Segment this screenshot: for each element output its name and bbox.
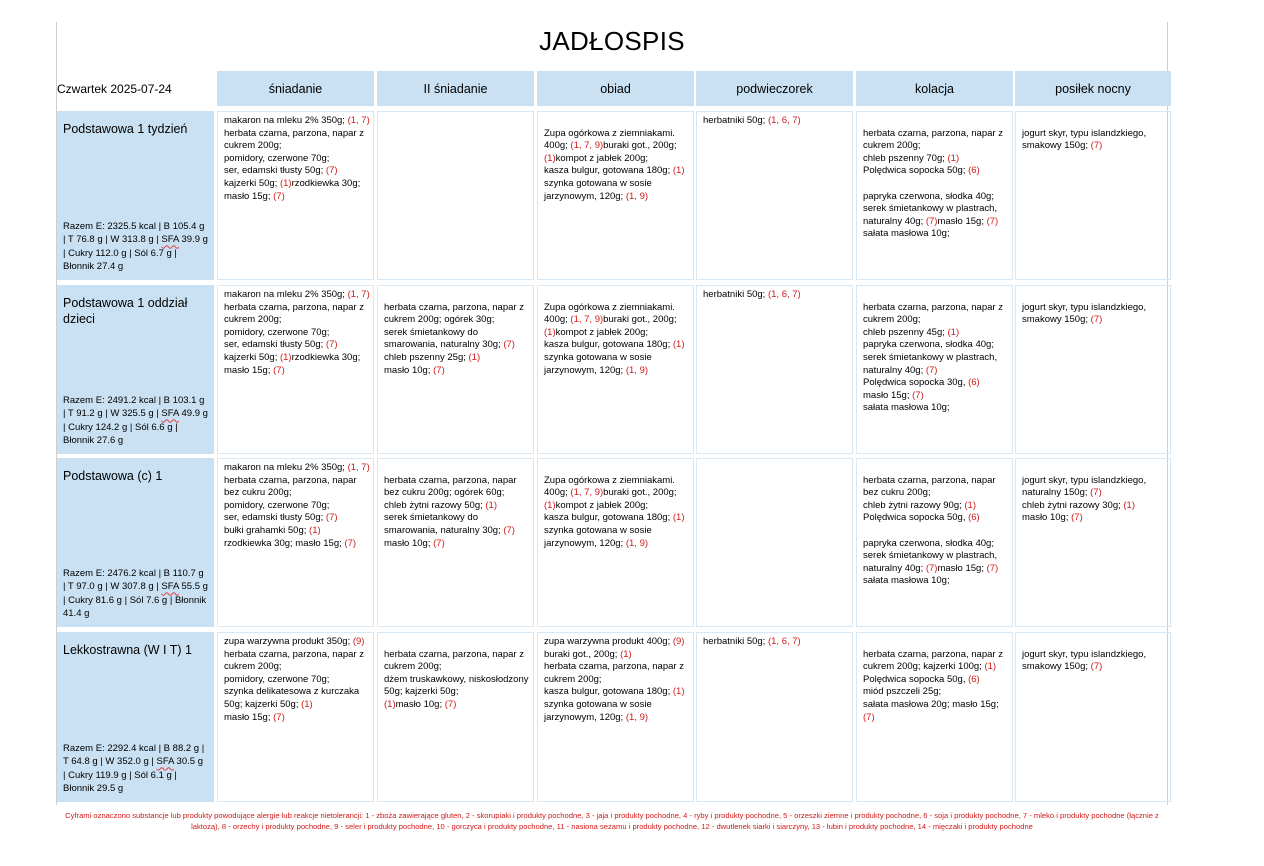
allergen-code: (7) (1090, 314, 1103, 326)
meal-items: jogurt skyr, typu islandzkiego, naturalny 150g; (7) chleb żytni razowy 30g; (1) masło 10g; (7) (1022, 474, 1147, 524)
meal-items: herbatniki 50g; (1, 6, 7) (703, 289, 801, 300)
meal-header: II śniadanie (377, 71, 534, 106)
allergen-legend: Cyframi oznaczono substancje lub produkty powodujące alergie lub reakcje nietolerancji: 1 - zboża zawierające gluten, 2 - skorupiaki i produkty pochodne, 3 - jaja i produkty pochodne, 4 - ryby i produkty pochodne, 5 - orzeszki ziemne i produkty pochodne, 6 - soja i produkty pochodne, 7 - mleko i produkty pochodne (łącznie z laktozą), 8 - orzechy i produkty pochodne, 9 - seler i produkty pochodne, 10 - gorczyca i produkty pochodne, 11 - nasiona sezamu i produkty pochodne, 12 - dwutlenek siarki i siarczyny, 13 - łubin i produkty pochodne, 14 - mięczaki i produkty pochodne (65, 811, 1159, 831)
allergen-code: (7) (925, 215, 938, 227)
allergen-code: (6) (968, 673, 980, 685)
meal-cell (696, 632, 853, 802)
allergen-code: (1) (672, 165, 685, 177)
meal-cell (1015, 632, 1171, 802)
meal-items: zupa warzywna produkt 400g; (9) buraki got., 200g; (1) herbata czarna, parzona, napar z cukrem 200g; kasza bulgur, gotowana 180g; (1) szynka gotowana w sosie jarzynowym, 120g; (1, 9) (544, 636, 685, 723)
diet-row-label (57, 285, 214, 454)
allergen-code: (1, 7, 9) (570, 314, 604, 326)
meal-items: zupa warzywna produkt 350g; (9) herbata czarna, parzona, napar z cukrem 200g; pomidory, czerwone 70g; szynka delikatesowa z kurczaka 50g; kajzerki 50g; (1) masło 15g; (7) (224, 636, 365, 723)
allergen-code: (1, 6, 7) (767, 636, 801, 647)
diet-name: Lekkostrawna (W I T) 1 (63, 643, 192, 657)
allergen-code: (7) (325, 339, 338, 351)
meal-cell (696, 458, 853, 627)
allergen-code: (1) (301, 698, 313, 710)
meal-cell (856, 285, 1013, 454)
meal-cell (1015, 111, 1171, 280)
allergen-code: (7) (503, 339, 515, 351)
allergen-code: (1) (672, 686, 685, 698)
allergen-code: (1, 7) (347, 289, 370, 300)
meal-cell (537, 458, 694, 627)
allergen-code: (7) (925, 562, 938, 574)
allergen-code: (1) (672, 512, 685, 524)
allergen-code: (1) (620, 648, 632, 660)
meal-items: herbata czarna, parzona, napar bez cukru 200g; chleb żytni razowy 90g; (1) Polędwica sopocka 50g, (6) papryka czerwona, słodka 40g; serek śmietankowy w plastrach, naturalny 40g; (7)masło 15g; (7) sałata masłowa 10g; (863, 474, 999, 587)
allergen-code: (1) (1123, 499, 1136, 511)
meal-items: herbata czarna, parzona, napar bez cukru 200g; ogórek 60g; chleb żytni razowy 50g; (1) serek śmietankowy do smarowania, naturalny 30g; (7) masło 10g; (7) (384, 474, 517, 549)
allergen-code: (7) (912, 389, 924, 401)
meal-cell (1015, 458, 1171, 627)
meal-items: herbatniki 50g; (1, 6, 7) (703, 636, 801, 647)
allergen-code: (7) (503, 524, 515, 536)
meal-header: posiłek nocny (1015, 71, 1171, 106)
allergen-code: (7) (1090, 140, 1103, 152)
allergen-code: (7) (863, 711, 875, 723)
allergen-code: (1) (485, 499, 498, 511)
allergen-code: (7) (273, 190, 285, 202)
meal-cell (537, 285, 694, 454)
diet-row-label (57, 111, 214, 280)
allergen-code: (1) (544, 499, 556, 511)
meal-cell (1015, 285, 1171, 454)
allergen-code: (1) (279, 351, 292, 363)
allergen-code: (9) (352, 636, 365, 647)
meal-cell (217, 285, 374, 454)
allergen-code: (7) (344, 537, 357, 549)
allergen-code: (7) (433, 364, 445, 376)
allergen-code: (1, 7) (347, 115, 370, 126)
nutrition-summary: Razem E: 2325.5 kcal | B 105.4 g | T 76.8 g | W 313.8 g | SFA 39.9 g | Cukry 112.0 g | Sól 6.7 g | Błonnik 27.4 g (63, 221, 208, 272)
meal-header: kolacja (856, 71, 1013, 106)
allergen-code: (1) (544, 326, 556, 338)
allergen-code: (1, 6, 7) (767, 115, 801, 126)
meal-cell (377, 632, 534, 802)
allergen-code: (1, 7) (347, 462, 370, 473)
page-title: JADŁOSPIS (539, 26, 685, 56)
allergen-code: (7) (925, 364, 938, 376)
allergen-code: (1) (544, 152, 556, 164)
meal-cell (217, 458, 374, 627)
meal-header: podwieczorek (696, 71, 853, 106)
meal-cell (537, 632, 694, 802)
allergen-code: (6) (968, 377, 980, 389)
meal-header: śniadanie (217, 71, 374, 106)
allergen-code: (7) (444, 698, 457, 710)
allergen-code: (7) (433, 537, 445, 549)
allergen-code: (7) (1090, 661, 1103, 673)
allergen-code: (1, 7, 9) (570, 140, 604, 152)
diet-name: Podstawowa 1 oddział dzieci (63, 296, 188, 326)
meal-items: makaron na mleku 2% 350g; (1, 7) herbata czarna, parzona, napar z cukrem 200g; pomidory, czerwone 70g; ser, edamski tłusty 50g; (7) kajzerki 50g; (1)rzodkiewka 30g; masło 15g; (7) (224, 289, 370, 376)
meal-items: herbata czarna, parzona, napar z cukrem 200g; ogórek 30g; serek śmietankowy do smarowania, naturalny 30g; (7) chleb pszenny 25g; (1) masło 10g; (7) (384, 301, 524, 376)
allergen-code: (1) (309, 524, 321, 536)
diet-name: Podstawowa 1 tydzień (63, 122, 188, 136)
meal-cell (377, 111, 534, 280)
allergen-code: (1) (279, 177, 292, 189)
allergen-code: (7) (986, 215, 999, 227)
allergen-code: (7) (325, 165, 338, 177)
meal-cell (856, 632, 1013, 802)
meal-cell (696, 111, 853, 280)
allergen-code: (7) (273, 711, 285, 723)
nutrition-summary: Razem E: 2476.2 kcal | B 110.7 g | T 97.0 g | W 307.8 g | SFA 55.5 g | Cukry 81.6 g | Sól 7.6 g | Błonnik 41.4 g (63, 568, 208, 619)
meal-header: obiad (537, 71, 694, 106)
allergen-code: (1) (384, 698, 396, 710)
meal-cell (696, 285, 853, 454)
allergen-code: (1, 6, 7) (767, 289, 801, 300)
allergen-code: (6) (968, 512, 980, 524)
meal-cell (217, 111, 374, 280)
meal-items: Zupa ogórkowa z ziemniakami. 400g; (1, 7, 9)buraki got., 200g; (1)kompot z jabłek 200g; kasza bulgur, gotowana 180g; (1) szynka gotowana w sosie jarzynowym, 120g; (1, 9) (544, 474, 685, 549)
allergen-code: (1, 9) (625, 364, 649, 376)
menu-date: Czwartek 2025-07-24 (57, 82, 172, 96)
meal-cell (856, 111, 1013, 280)
allergen-code: (1, 7, 9) (570, 487, 604, 499)
allergen-code: (1, 9) (625, 537, 649, 549)
meal-items: jogurt skyr, typu islandzkiego, smakowy 150g; (7) (1022, 301, 1147, 326)
meal-items: makaron na mleku 2% 350g; (1, 7) herbata czarna, parzona, napar z cukrem 200g; pomidory, czerwone 70g; ser, edamski tłusty 50g; (7) kajzerki 50g; (1)rzodkiewka 30g; masło 15g; (7) (224, 115, 370, 202)
nutrition-summary: Razem E: 2292.4 kcal | B 88.2 g | T 64.8 g | W 352.0 g | SFA 30.5 g | Cukry 119.9 g | Sól 6.1 g | Błonnik 29.5 g (63, 743, 205, 794)
allergen-code: (7) (1071, 512, 1083, 524)
allergen-code: (1) (672, 339, 685, 351)
meal-cell (217, 632, 374, 802)
meal-items: Zupa ogórkowa z ziemniakami. 400g; (1, 7, 9)buraki got., 200g; (1)kompot z jabłek 200g; kasza bulgur, gotowana 180g; (1) szynka gotowana w sosie jarzynowym, 120g; (1, 9) (544, 301, 685, 376)
meal-items: jogurt skyr, typu islandzkiego, smakowy 150g; (7) (1022, 648, 1147, 673)
meal-items: herbata czarna, parzona, napar z cukrem 200g; chleb pszenny 70g; (1) Polędwica sopocka 50g; (6) papryka czerwona, słodka 40g; serek śmietankowy w plastrach, naturalny 40g; (7)masło 15g; (7) sałata masłowa 10g; (863, 127, 1003, 240)
allergen-code: (1, 9) (625, 190, 649, 202)
diet-name: Podstawowa (c) 1 (63, 469, 163, 483)
allergen-code: (1) (468, 351, 481, 363)
meal-cell (377, 458, 534, 627)
meal-items: herbata czarna, parzona, napar z cukrem 200g; chleb pszenny 45g; (1) papryka czerwona, słodka 40g; serek śmietankowy w plastrach, naturalny 40g; (7) Polędwica sopocka 30g, (6) masło 15g; (7) sałata masłowa 10g; (863, 301, 1003, 414)
diet-row-label (57, 458, 214, 627)
allergen-code: (1) (984, 661, 997, 673)
allergen-code: (7) (325, 512, 338, 524)
meal-cell (377, 285, 534, 454)
meal-items: makaron na mleku 2% 350g; (1, 7) herbata czarna, parzona, napar bez cukru 200g; pomidory, czerwone 70g; ser, edamski tłusty 50g; (7) bułki grahamki 50g; (1) rzodkiewka 30g; masło 15g; (7) (224, 462, 370, 549)
allergen-code: (1) (947, 326, 960, 338)
allergen-code: (9) (672, 636, 685, 647)
meal-items: herbatniki 50g; (1, 6, 7) (703, 115, 801, 126)
allergen-code: (1) (947, 152, 960, 164)
allergen-code: (7) (986, 562, 999, 574)
allergen-code: (6) (968, 165, 980, 177)
allergen-code: (7) (273, 364, 285, 376)
meal-items: herbata czarna, parzona, napar z cukrem 200g; dżem truskawkowy, niskosłodzony 50g; kajzerki 50g; (1)masło 10g; (7) (384, 648, 529, 710)
allergen-code: (1) (964, 499, 977, 511)
diet-row-label (57, 632, 214, 802)
meal-cell (537, 111, 694, 280)
meal-items: herbata czarna, parzona, napar z cukrem 200g; kajzerki 100g; (1) Polędwica sopocka 50g, (6) miód pszczeli 25g; sałata masłowa 20g; masło 15g; (7) (863, 648, 1003, 723)
meal-cell (856, 458, 1013, 627)
allergen-code: (1, 9) (625, 711, 649, 723)
meal-items: jogurt skyr, typu islandzkiego, smakowy 150g; (7) (1022, 127, 1147, 152)
meal-items: Zupa ogórkowa z ziemniakami. 400g; (1, 7, 9)buraki got., 200g; (1)kompot z jabłek 200g; kasza bulgur, gotowana 180g; (1) szynka gotowana w sosie jarzynowym, 120g; (1, 9) (544, 127, 685, 202)
nutrition-summary: Razem E: 2491.2 kcal | B 103.1 g | T 91.2 g | W 325.5 g | SFA 49.9 g | Cukry 124.2 g | Sól 6.6 g | Błonnik 27.6 g (63, 395, 208, 446)
allergen-code: (7) (1090, 487, 1102, 499)
